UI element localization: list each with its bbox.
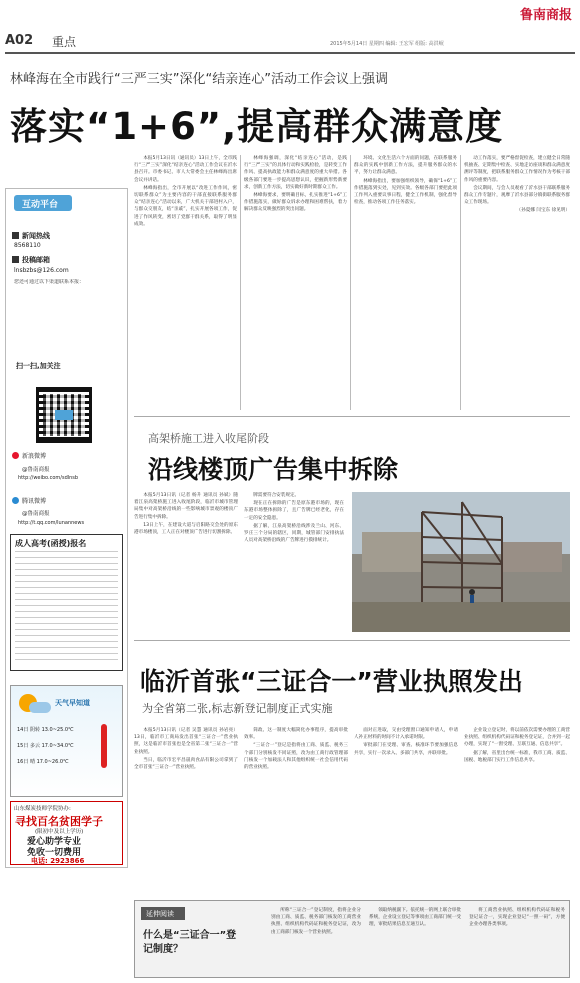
interactive-platform-title: 互动平台 bbox=[22, 200, 59, 210]
extended-reading-col-2: 领取纳税副下。依托统一的网上联合审批系统，企业设立登记等事项由工商部门统一受理，审批结果信息互通互认。 bbox=[369, 908, 461, 928]
sina-weibo-url: http://weibo.com/sdlnsb bbox=[18, 475, 79, 481]
extended-reading-box bbox=[134, 900, 570, 978]
story2-headline: 沿线楼顶广告集中拆除 bbox=[148, 455, 399, 484]
phone-icon bbox=[12, 232, 19, 239]
story3-col-2: 简政、这一制度大幅简化办事程序，提高审批效率。 “三证合一”登记是指将由工商、质监、税务三个部门分别核发不同证照，改为由工商行政管理部门核发一个加载法人和其他组织统一社会信用代码的营业执照。 bbox=[244, 728, 348, 771]
thermometer-icon bbox=[101, 724, 107, 768]
story1-kicker: 林峰海在全市践行“三严三实”深化“结亲连心”活动工作会议上强调 bbox=[10, 72, 388, 87]
section-divider bbox=[134, 416, 570, 417]
charity-ad-subtitle: (限初中及以上学历) bbox=[35, 829, 84, 835]
col-divider bbox=[240, 155, 241, 410]
charity-ad-title: 寻找百名贫困学子 bbox=[15, 815, 103, 828]
billboard-scaffold-graphic bbox=[352, 492, 570, 632]
weather-box bbox=[10, 685, 123, 797]
page-meta: 2015年5月14日 星期四 编辑: 王宏军 组版: 高洪岷 bbox=[330, 41, 444, 47]
story1-col-1: 本报5月13日讯（通讯员）13日上午，全市践行“三严三实”深化“结亲连心”活动工作会议在沂水县召开。市委书记、市人大常委会主任林峰海出席会议并讲话。 林峰海指出，全市开展以“改进工作作风，密切联系群众”为主要内容的干部直接联系服务群众“结亲连心”活动以来，广大机关干部进村入户，与群众交朋友，结“亲戚”，扎实开展各项工作，促进了作风转变，密切了党群干群关系，取得了明显成效。 bbox=[134, 156, 237, 227]
masthead-logo: 鲁南商报 bbox=[519, 8, 572, 23]
col-divider bbox=[350, 155, 351, 410]
tencent-weibo-account: @鲁南商报 bbox=[22, 511, 50, 517]
charity-ad bbox=[10, 801, 123, 865]
weather-row: 14日 阴转 13.0~25.0℃ bbox=[17, 727, 74, 733]
story1-col-4: 动工作落实，要严格督促检查，建立健全日常随机抽查、定期集中检查、实地走访座谈和群众满意度测评等制度，把联系服务群众工作情况作为考核干部作风的重要内容。 会议期间，与会人员观看了沂水县干部联系服务群众工作专题片，观摩了沂水县部分镇街联系服务群众工作现场。 （孙夏娜 闫宝东 徐见明） bbox=[464, 156, 570, 214]
email-address: lnsbzbs@126.com bbox=[14, 267, 69, 274]
weather-row: 16日 晴 17.0~26.0℃ bbox=[17, 759, 69, 765]
sina-weibo-label: 新浪微博 bbox=[22, 453, 47, 460]
section-divider bbox=[134, 640, 570, 641]
email-note: 您还可通过以下渠道联系本报： bbox=[14, 279, 85, 285]
sina-weibo-account: @鲁南商报 bbox=[22, 467, 50, 473]
charity-ad-org: 山东煤炭技师学院协办: bbox=[14, 806, 71, 812]
story1-col-3: 环境、文化生活六个方面的问题，在联系服务群众的实践中创新工作方法，提升服务群众的水平，努力让群众满意。 林峰海指出，要加强组织领导，确保“1+6”工作措施落到实处，见到实效。各级各部门要把此项工作列入重要议事日程，健全工作机制，强化督导检查，推动各项工作任务落实。 bbox=[354, 156, 457, 206]
email-label: 投稿邮箱 bbox=[22, 256, 50, 264]
tencent-weibo-label: 腾讯微博 bbox=[22, 498, 47, 505]
story3-col-4: 企业设立登记时，将以前依次需要办理的工商营业执照、组织机构代码证和税务登记证，合并到一起办理，实现了“一窗受理、互联互通、信息共享”。 据了解，省里出台统一标准，我市工商、质监、国税、地税部门实行工作信息共享。 bbox=[464, 728, 570, 763]
interactive-platform-tab bbox=[14, 195, 72, 211]
adult-exam-ad bbox=[10, 534, 123, 671]
weather-cloud-icon bbox=[29, 702, 51, 713]
story3-col-3: 面对正进取，交由受理窗口通知申请人，申请人补正材料的时间不计入承诺时限。 审批部门在受理、审查、核准环节要加强信息共享，实行一次录入、多部门共享，并联审批。 bbox=[354, 728, 458, 756]
story3-subhead: 为全省第二张,标志新登记制度正式实施 bbox=[142, 702, 333, 715]
charity-ad-slogan-1: 爱心助学专业 bbox=[27, 837, 82, 847]
qr-code bbox=[36, 387, 92, 443]
adult-exam-ad-title: 成人高考(函授)报名 bbox=[15, 539, 87, 548]
story2-kicker: 高架桥施工进入收尾阶段 bbox=[148, 432, 269, 445]
charity-ad-phone: 电话: 2923866 bbox=[31, 857, 85, 865]
sidebar-panel bbox=[5, 188, 128, 868]
qr-label: 扫一扫,加关注 bbox=[16, 362, 61, 370]
email-icon bbox=[12, 256, 19, 263]
hotline-number: 8568110 bbox=[14, 242, 41, 249]
extended-reading-col-1: 所称“三证合一”登记制度，指将企业分别由工商、质监、税务部门核发的工商营业执照、组织机构代码证和税务登记证，改为由工商部门核发一个营业执照。 bbox=[271, 908, 361, 935]
weibo-icon bbox=[12, 452, 19, 459]
col-divider bbox=[460, 155, 461, 410]
extended-reading-label: 延伸阅读 bbox=[146, 910, 174, 918]
weather-row: 15日 多云 17.0~34.0℃ bbox=[17, 743, 74, 749]
hotline-label: 新闻热线 bbox=[22, 232, 50, 240]
charity-ad-slogan-2: 免收一切费用 bbox=[27, 848, 82, 858]
story3-headline: 临沂首张“三证合一”营业执照发出 bbox=[140, 667, 523, 696]
billboard-photo bbox=[352, 492, 570, 632]
story1-col-2: 林峰海强调，深化“结亲连心”活动，是践行“三严三实”的具体行动和实践检验，是转变工作作风、提高执政能力和群众满意度的重大举措。各级各部门要进一步提高思想认识，把握新形势新要求，创新工作方法，切实做好新时期群众工作。 林峰海要求，要明确目标，扎实推进“1+6”工作措施落实，做好群众诉求办理和困难帮扶，着力解决群众反映强烈的突出问题。 bbox=[244, 156, 347, 213]
extended-reading-col-3: 将工商营业执照、组织机构代码证和税务登记证合一，实现企业登记“一照一码”，方便企业办理各类事项。 bbox=[469, 908, 565, 928]
page-number: A02 bbox=[5, 33, 34, 48]
section-label: 重点 bbox=[52, 35, 77, 49]
weather-title: 天气早知道 bbox=[55, 699, 90, 707]
story3-col-1: 本报5月13日讯（记者 吴慧 通讯员 孙岩亮）13日，临沂市工商局发出首张“三证合一”营业执照，这是临沂市首张也是全省第二张“三证合一”营业执照。 当日，临沂市宏平昌晟肉食品有限公司拿到了全市首张“三证合一”营业执照。 bbox=[134, 728, 238, 771]
story1-headline: 落实“1+6”,提高群众满意度 bbox=[10, 105, 504, 148]
tencent-weibo-url: http://t.qq.com/lunannews bbox=[18, 520, 85, 526]
tencent-weibo-icon bbox=[12, 497, 19, 504]
extended-reading-tag bbox=[141, 907, 185, 920]
story2-col-1: 本报5月13日讯（记者 杨升 通讯员 孙斌）随着江泉高架桥施工进入收尾阶段，临沂市城市管理局集中对高架桥沿线的一些影响城市景观的楼顶广告进行集中拆除。 13日上午，在建设大道与启阳路交会处的原东港市场楼顶，工人正在对楼顶广告进行切割拆除。 bbox=[134, 493, 238, 536]
extended-reading-question: 什么是“三证合一”登记制度？ bbox=[143, 930, 237, 955]
story2-col-2: 牌需要符合安装规定。 现在正在拆除的广告是原东港市场的，现在东港市场整体拆除了，且广告牌已经老化，存在一定的安全隐患。 据了解，江泉高架桥沿线涉及兰山、河东、罗庄三个分局的辖区，同期，城管部门安排执法人员对高架桥沿线的广告牌进行摸排统计。 bbox=[244, 493, 344, 544]
masthead-rule bbox=[5, 52, 575, 54]
